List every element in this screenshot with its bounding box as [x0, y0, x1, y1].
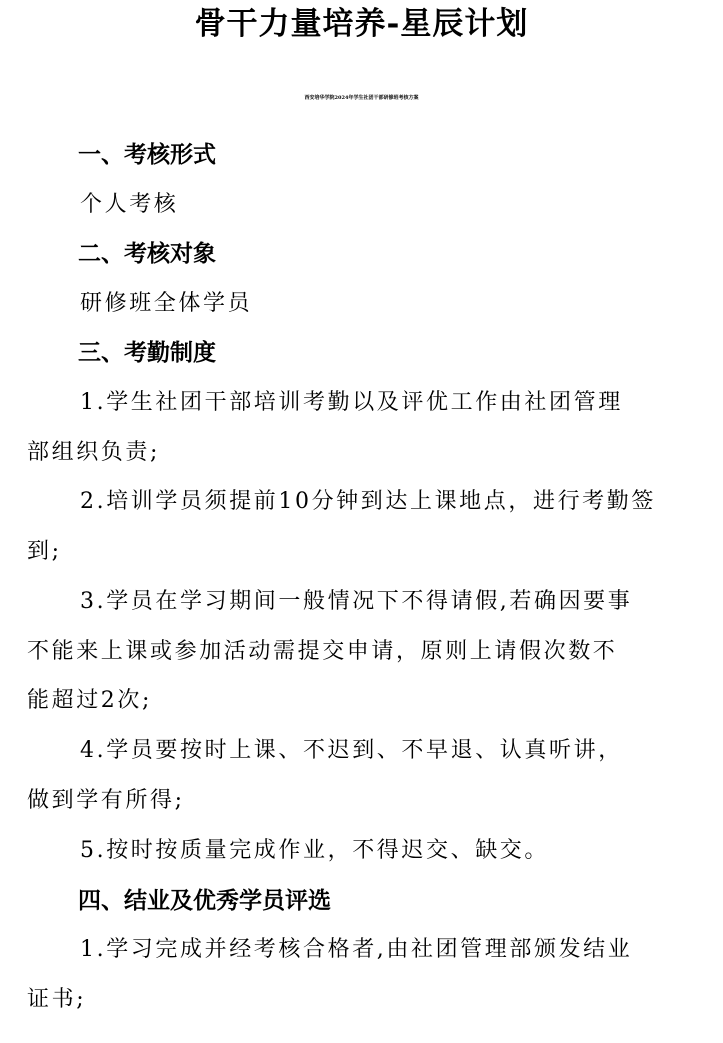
attendance-item-1-line-2: 部组织负责; [27, 440, 161, 465]
attendance-item-2-line-1: 2.培训学员须提前10分钟到达上课地点，进行考勤签 [80, 489, 656, 514]
section-heading-attendance: 三、考勤制度 [78, 340, 216, 366]
attendance-item-1-line-1: 1.学生社团干部培训考勤以及评优工作由社团管理 [80, 390, 623, 415]
document-title: 骨干力量培养-星辰计划 [194, 6, 529, 42]
section-heading-form: 一、考核形式 [78, 142, 216, 168]
attendance-item-3-line-3: 能超过2次; [27, 688, 153, 713]
graduation-item-1-line-1: 1.学习完成并经考核合格者,由社团管理部颁发结业 [80, 937, 633, 962]
attendance-item-3-line-2: 不能来上课或参加活动需提交申请，原则上请假次数不 [27, 639, 618, 664]
attendance-item-5-line-1: 5.按时按质量完成作业，不得迟交、缺交。 [80, 838, 549, 863]
attendance-item-2-line-2: 到; [27, 539, 62, 564]
section-body-form: 个人考核 [80, 192, 179, 217]
attendance-item-4-line-2: 做到学有所得; [27, 788, 185, 813]
section-heading-graduation: 四、结业及优秀学员评选 [78, 888, 331, 914]
section-body-target: 研修班全体学员 [80, 291, 253, 316]
attendance-item-3-line-1: 3.学员在学习期间一般情况下不得请假,若确因要事 [80, 589, 633, 614]
attendance-item-4-line-1: 4.学员要按时上课、不迟到、不早退、认真听讲， [80, 738, 623, 763]
document-subtitle: 西安培华学院2024年学生社团干部研修班考核方案 [304, 95, 419, 101]
section-heading-target: 二、考核对象 [78, 241, 216, 267]
graduation-item-1-line-2: 证书; [27, 987, 87, 1012]
